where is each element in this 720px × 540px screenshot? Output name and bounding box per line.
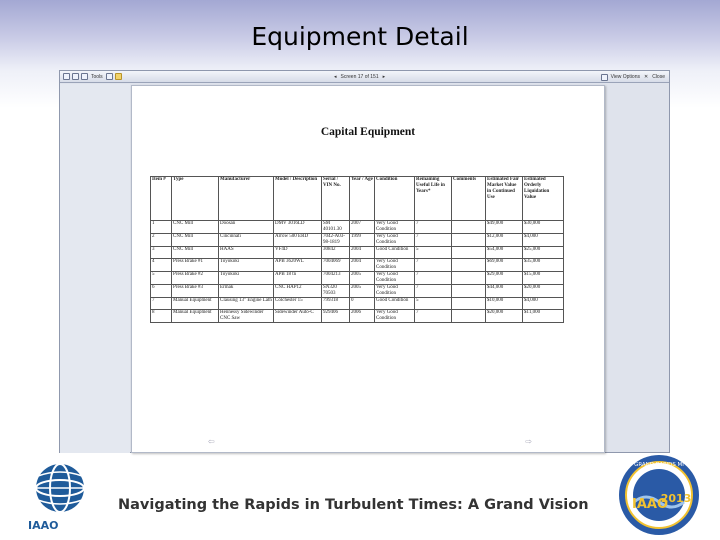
table-cell: $12,000 [486,234,523,247]
view-options-icon[interactable] [601,74,608,81]
table-cell: Sidewinder Auto-C [274,310,322,323]
table-cell: 7004069 [322,259,350,272]
table-cell: Press Brake #1 [172,259,219,272]
table-cell: Colchester 15 [274,298,322,310]
table-cell: 4 [151,259,172,272]
table-cell: Very Good Condition [375,310,415,323]
table-row [151,234,564,247]
table-cell: 8 [151,310,172,323]
table-cell: $49,000 [486,221,523,234]
column-header: Estimated Orderly Liquidation Value [523,177,564,221]
table-cell: 0 [350,298,375,310]
column-header: Serial / VIN No. [322,177,350,221]
table-cell [452,272,486,285]
table-cell: 2 [151,234,172,247]
table-cell: Manual Equipment [172,310,219,323]
table-cell: 7 [151,298,172,310]
table-cell: 7042-A03-98-1819 [322,234,350,247]
document-title: Capital Equipment [320,126,416,138]
table-cell [452,234,486,247]
nav-next-icon[interactable]: ▸ [382,74,386,80]
table-cell: $11,000 [523,310,564,323]
table-row [151,247,564,259]
table-cell: 1 [151,221,172,234]
highlight-icon[interactable] [106,73,113,80]
column-header: Model / Description [274,177,322,221]
document-viewer-window [59,70,670,453]
table-row [151,259,564,272]
table-cell: 7 [415,272,452,285]
table-cell: 30842 [322,247,350,259]
table-cell: Press Brake #2 [172,272,219,285]
table-cell: Very Good Condition [375,272,415,285]
table-cell: $29,000 [486,272,523,285]
close-button[interactable]: Close [652,74,665,80]
table-cell [452,259,486,272]
table-cell [452,221,486,234]
table-cell [452,298,486,310]
column-header: Condition [375,177,415,221]
table-cell: Hennessy Sidewinder CNC Saw [219,310,274,323]
table-cell: APB 3620WL [274,259,322,272]
table-cell: CNC Mill [172,247,219,259]
view-options-button[interactable]: View Options [610,74,640,80]
table-cell: SN320 70503 [322,285,350,298]
seal-iaao-text: IAAO [631,497,669,512]
column-header: Item # [151,177,172,221]
tools-menu[interactable]: Tools [91,73,103,80]
table-cell: Manual Equipment [172,298,219,310]
table-cell: 2006 [350,310,375,323]
grand-rapids-2013-seal [616,452,702,538]
column-header: Estimated Fair Market Value in Continued Use [486,177,523,221]
table-cell: $30,000 [523,221,564,234]
table-cell: APB 18 tn [274,272,322,285]
table-cell: Cincinnati [219,234,274,247]
next-page-arrow-icon[interactable]: ⇨ [525,437,532,446]
table-cell: 929406 [322,310,350,323]
table-cell [452,310,486,323]
table-row [151,298,564,310]
table-cell: 1999 [350,234,375,247]
table-cell: 2005 [350,285,375,298]
nav-prev-icon[interactable]: ◂ [334,74,337,80]
table-cell: 7 [415,285,452,298]
table-cell: $44,000 [486,285,523,298]
page-navigation [332,71,387,83]
table-cell: 2004 [350,259,375,272]
table-cell: CNC HAP12 [274,285,322,298]
table-cell: VF4D [274,247,322,259]
table-cell: $35,000 [523,259,564,272]
table-cell: $69,000 [486,259,523,272]
table-body [151,221,564,323]
table-row [151,221,564,234]
viewer-left-gutter [60,84,130,453]
table-cell: Clausing 13" Engine Lath [219,298,274,310]
table-cell: Very Good Condition [375,234,415,247]
page-counter: Screen 17 of 151 [340,74,379,80]
table-cell: DMV 3016LD [274,221,322,234]
table-cell: CNC Mill [172,234,219,247]
table-cell: Arrow 500 ERD [274,234,322,247]
seal-top-text: GRAND RAPIDS MI [634,462,684,468]
table-row [151,310,564,323]
table-cell: 5 [415,247,452,259]
table-cell: Ermak [219,285,274,298]
close-icon[interactable]: ✕ [644,74,649,80]
equipment-table [150,176,564,323]
document-page [131,85,605,453]
table-cell: CNC Mill [172,221,219,234]
footer-tagline: Navigating the Rapids in Turbulent Times: A Grand Vision [118,497,589,513]
table-cell: Good Condition [375,298,415,310]
folder-icon[interactable] [115,73,122,80]
table-cell: Doosan [219,221,274,234]
table-cell: Very Good Condition [375,221,415,234]
slide-title: Equipment Detail [251,22,469,51]
print-icon[interactable] [63,73,70,80]
table-cell: 5 [415,298,452,310]
column-header: Manufacturer [219,177,274,221]
tools-icon[interactable] [81,73,88,80]
table-cell: $25,000 [523,247,564,259]
table-cell [452,247,486,259]
logo-text: IAAO [28,519,59,532]
table-cell: 5 [151,272,172,285]
save-icon[interactable] [72,73,79,80]
table-cell: 799318 [322,298,350,310]
table-cell: $10,000 [486,298,523,310]
column-header: Year / Age [350,177,375,221]
iaao-globe-logo [24,456,102,534]
table-cell: Very Good Condition [375,259,415,272]
table-cell: $20,000 [486,310,523,323]
table-cell: 7 [415,310,452,323]
table-header-row [151,177,564,221]
table-cell: $4,000 [523,234,564,247]
table-cell: 2004 [350,247,375,259]
table-cell: 7 [415,221,452,234]
table-cell [452,285,486,298]
viewer-toolbar [60,71,669,83]
table-cell: $15,000 [523,272,564,285]
table-cell: 2005 [350,272,375,285]
table-cell: Press Brake #3 [172,285,219,298]
table-cell: Good Condition [375,247,415,259]
table-row [151,285,564,298]
column-header: Type [172,177,219,221]
table-cell: HAAS [219,247,274,259]
column-header: Remaining Useful Life in Years* [415,177,452,221]
table-cell: Toyokoki [219,259,274,272]
prev-page-arrow-icon[interactable]: ⇦ [208,437,215,446]
table-cell: Toyokoki [219,272,274,285]
table-cell: SM 40101.30 [322,221,350,234]
table-cell: Very Good Condition [375,285,415,298]
table-cell: 7 [415,234,452,247]
table-cell: 2007 [350,221,375,234]
table-cell: $4,000 [523,298,564,310]
table-cell: 3 [151,247,172,259]
table-cell: 7004213 [322,272,350,285]
seal-year-text: 2013 [660,492,692,505]
table-row [151,272,564,285]
table-cell: 7 [415,259,452,272]
column-header: Comments [452,177,486,221]
table-cell: $54,000 [486,247,523,259]
table-cell: 6 [151,285,172,298]
table-cell: $20,000 [523,285,564,298]
